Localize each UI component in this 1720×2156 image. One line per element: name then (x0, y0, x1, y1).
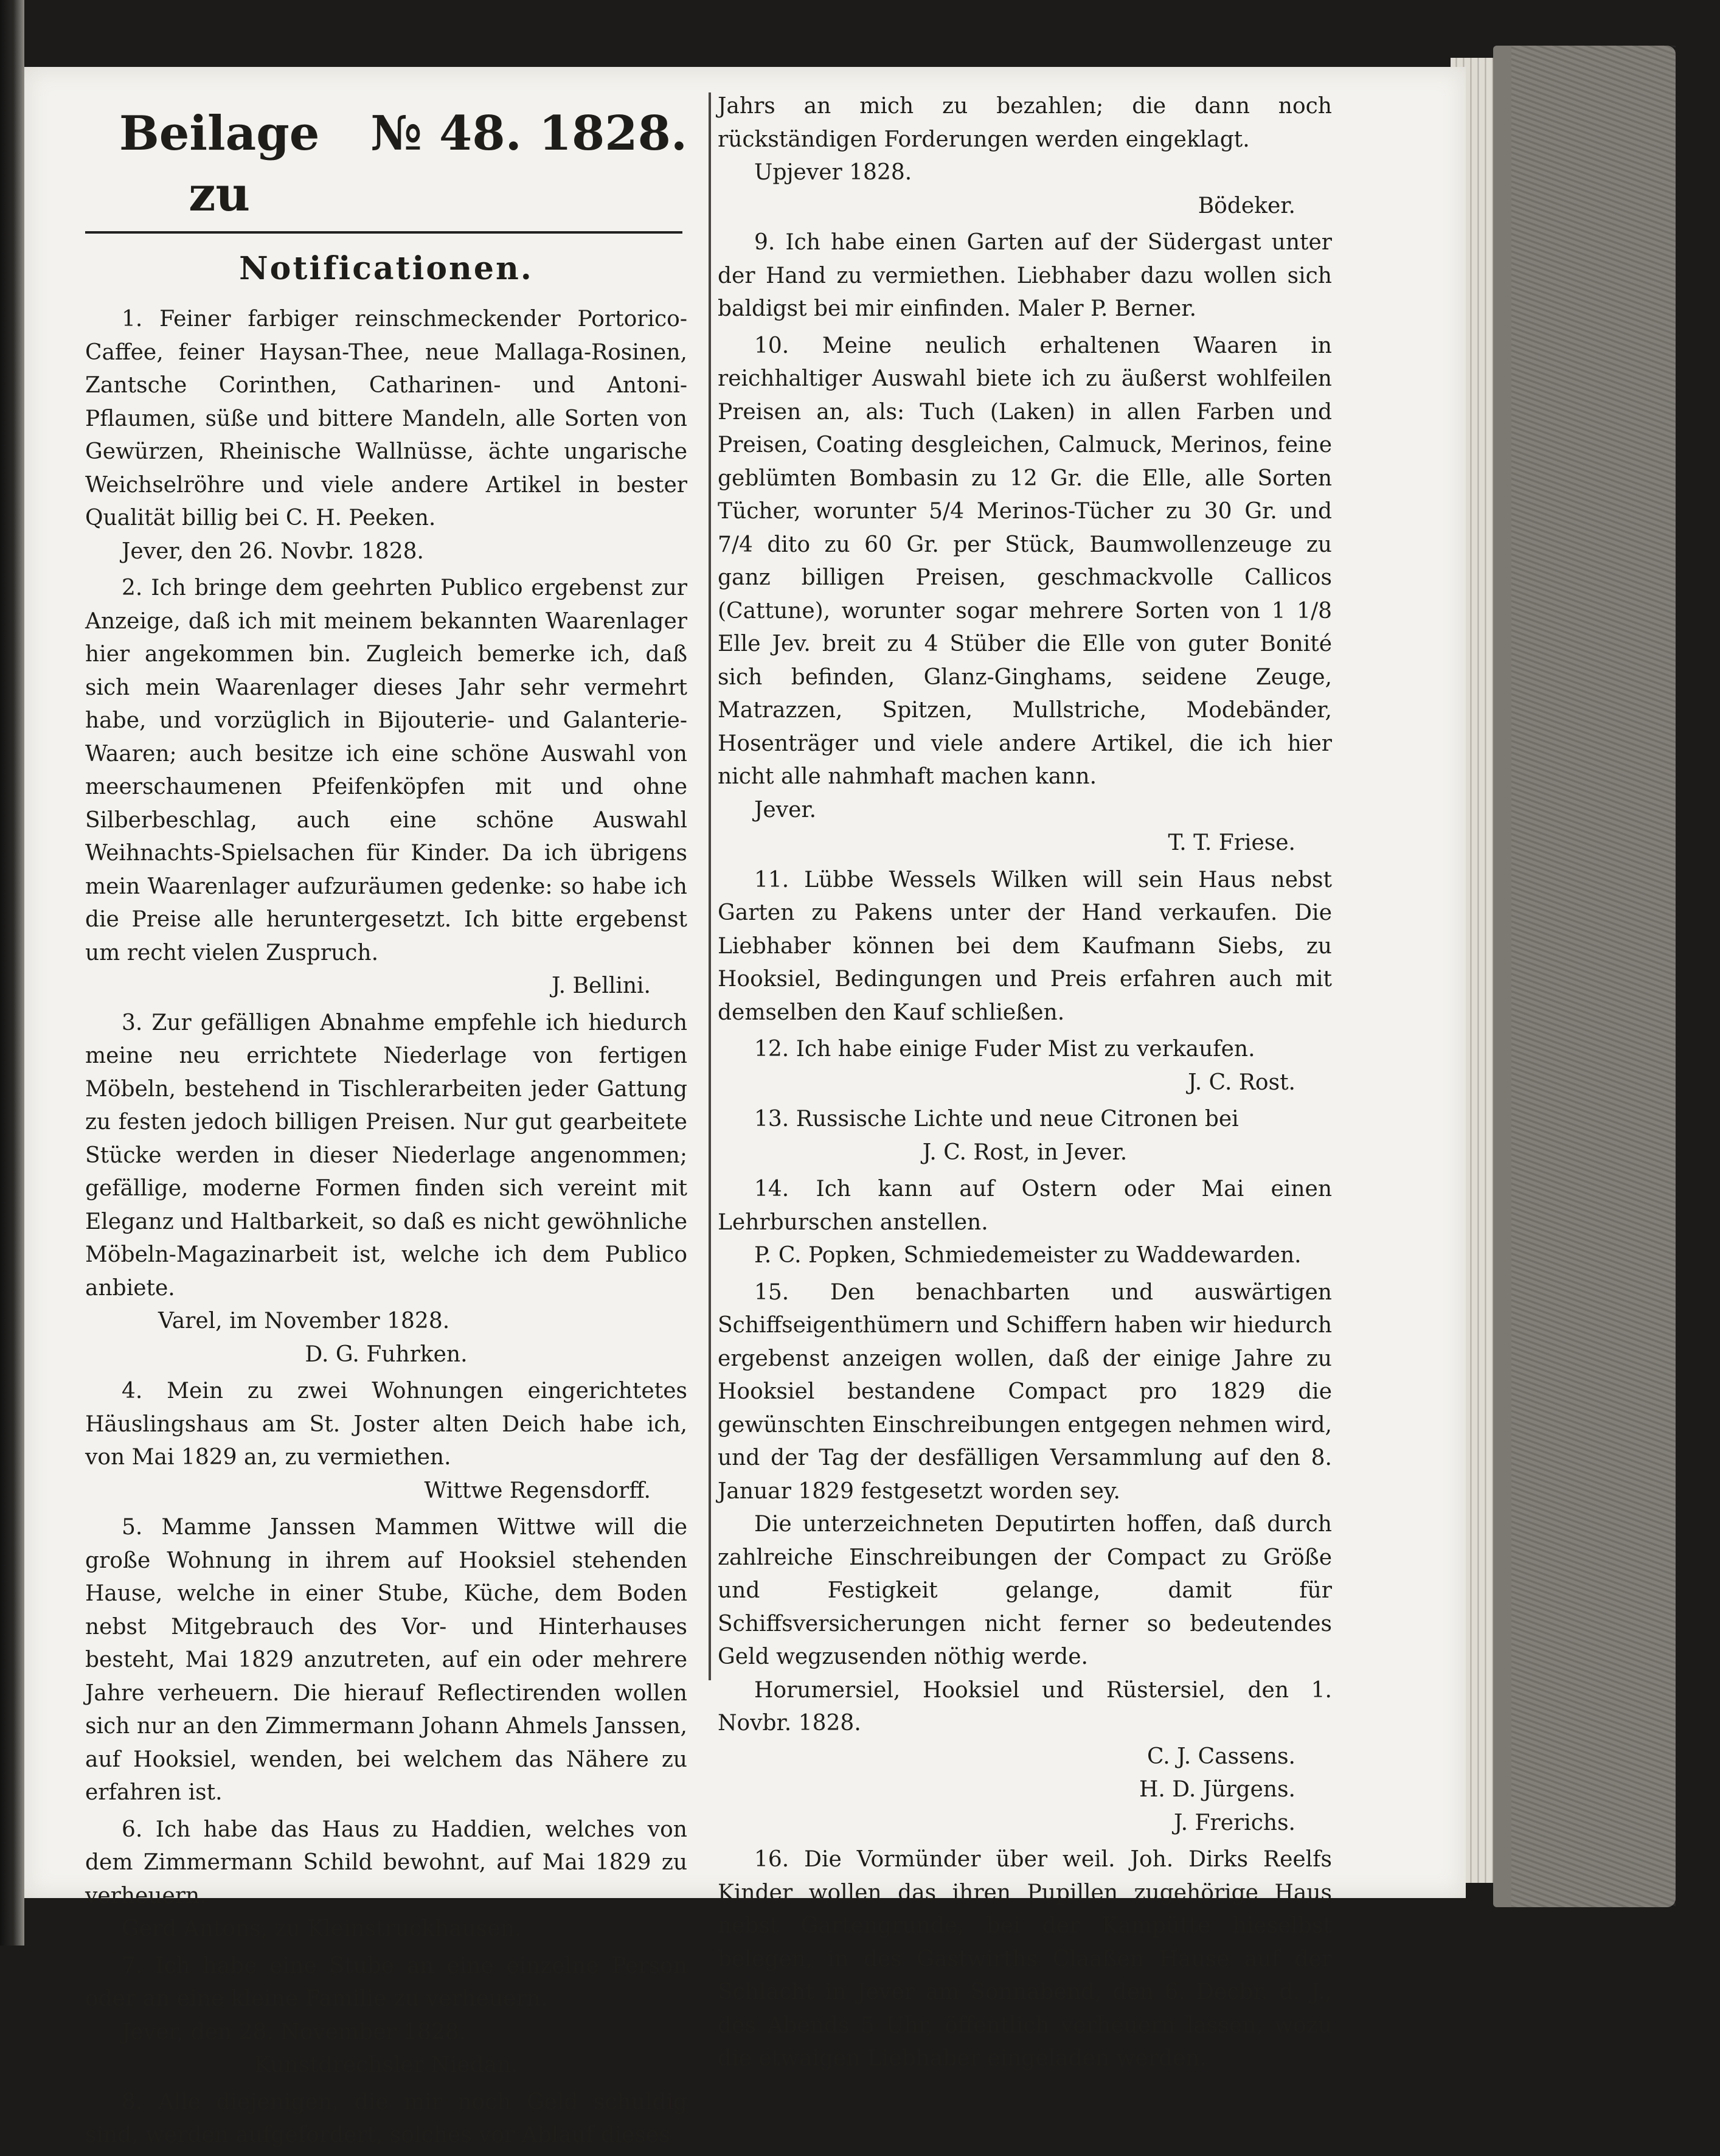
notice-6 (85, 1813, 687, 1946)
masthead-number-sign: № (370, 106, 423, 161)
notice-1 (85, 303, 687, 568)
notice-body: 5. Mamme Janssen Mammen Wittwe will die große Wohnung in ihrem auf Hooksiel stehenden Hause, welche in einer Stube, Küche, dem Boden nebst Mitgebrauch des Vor- und Hinterhauses besteht, Mai 1829 anzutreten, auf ein oder mehrere Jahre verheuern. Die hierauf Reflectirenden wollen sich nur an den Zimmermann Johann Ahmels Janssen, auf Hooksiel, wenden, bei welchem das Nähere zu erfahren ist. (85, 1515, 687, 1805)
masthead (85, 103, 687, 225)
masthead-year: 1828. (538, 106, 687, 161)
notice-5 (85, 1511, 687, 1810)
notice-15 (718, 1276, 1332, 1840)
notice-body: 12. Ich habe einige Fuder Mist zu verkaufen. (754, 1037, 1255, 1062)
notice-signature: J. Bellini. (552, 973, 651, 998)
masthead-rule (85, 231, 682, 234)
notice-signature: Gerd Antons, zu Kleinstruckhausen. (122, 1916, 522, 1941)
notice-body: 15. Den benachbarten und auswärtigen Schiffseigenthümern und Schiffern haben wir hiedurch ergebenst anzeigen wollen, daß der einige Jahre zu Hooksiel bestandene Compact pro 1829 die gewünschten Einschreibungen entgegen nehmen wird, und der Tag der desfälligen Versammlung auf den 8. Januar 1829 festgesetzt worden sey. (718, 1279, 1332, 1504)
notice-signature: J. C. Rost, in Jever. (922, 1139, 1128, 1165)
notice-2 (85, 572, 687, 1003)
notice-9 (718, 226, 1332, 326)
notice-signature: J. C. Rost. (1188, 1069, 1295, 1095)
notice-signature: J. Frerichs. (1173, 1810, 1295, 1835)
notice-16 (718, 1843, 1332, 2076)
notice-signature: P. C. Popken, Schmiedemeister zu Waddewarden. (754, 1243, 1302, 1268)
book-binding (0, 0, 24, 1946)
notice-body: 8. Alle diejenigen, die mir noch Geld schuldig sind, werden aufgefordert, solches vor Ablauf dieses (85, 2089, 687, 2147)
notice-11 (718, 864, 1332, 1030)
notice-body: 13. Russische Lichte und neue Citronen bei (754, 1107, 1239, 1132)
notice-date: Jever, den 26. Novbr. 1828. (122, 538, 424, 564)
notice-3 (85, 1007, 687, 1372)
book-cover-edge (1493, 46, 1676, 1907)
notice-signature: D. G. Fuhrken. (305, 1341, 468, 1367)
notice-10 (718, 330, 1332, 860)
notice-4 (85, 1375, 687, 1507)
notice-body: 3. Zur gefälligen Abnahme empfehle ich hiedurch meine neu errichtete Niederlage von fertigen Möbeln, bestehend in Tischlerarbeiten jeder Gattung zu festen jedoch billigen Preisen. Nur gut gearbeitete Stücke werden in dieser Niederlage angenommen; gefällige, moderne Formen finden sich vereint mit Eleganz und Haltbarkeit, so daß es nicht gewöhnliche Möbeln-Magazinarbeit ist, welche ich dem Publico anbiete. (85, 1010, 687, 1301)
notice-body: 9. Ich habe einen Garten auf der Südergast unter der Hand zu vermiethen. Liebhaber dazu wollen sich baldigst bei mir einfinden. Maler P. Berner. (718, 230, 1332, 321)
notice-body: 6. Ich habe das Haus zu Haddien, welches von dem Zimmermann Schild bewohnt, auf Mai 1829 zu verheuern. (85, 1817, 687, 1908)
notice-body: 11. Lübbe Wessels Wilken will sein Haus nebst Garten zu Pakens unter der Hand verkaufen. Die Liebhaber können bei dem Kaufmann Siebs, zu Hooksiel, Bedingungen und Preis erfahren auch mit demselben den Kauf schließen. (718, 867, 1332, 1025)
section-title: Notificationen. (239, 250, 533, 287)
notice-body: 10. Meine neulich erhaltenen Waaren in reichhaltiger Auswahl biete ich zu äußerst wohlfeilen Preisen an, als: Tuch (Laken) in allen Farben und Preisen, Coating desgleichen, Calmuck, Merinos, feine geblümten Bombasin zu 12 Gr. die Elle, alle Sorten Tücher, worunter 5/4 Merinos-Tücher zu 30 Gr. und 7/4 dito zu 60 Gr. per Stück, Baumwollenzeuge zu ganz billigen Preisen, geschmackvolle Callicos (Cattune), worunter sogar mehrere Sorten von 1 1/8 Elle Jev. breit zu 4 Stüber die Elle von guter Bonité sich befinden, Glanz-Ginghams, seidene Zeuge, Matrazzen, Spitzen, Mullstriche, Modebänder, Hosenträger und viele andere Artikel, die ich hier nicht alle nahmhaft machen kann. (718, 333, 1332, 789)
notice-8 (85, 2086, 687, 2152)
notice-body-continued: Die unterzeichneten Deputirten hoffen, daß durch zahlreiche Einschreibungen der Compact zu Größe und Festigkeit gelange, damit für Schiffsversicherungen nicht ferner so bedeutendes Geld wegzusenden nöthig werde. (718, 1512, 1332, 1669)
notice-signature: C. J. Cassens. (1146, 1744, 1295, 1769)
notice-body: Jahrs an mich zu bezahlen; die dann noch rückständigen Forderungen werden eingeklagt. (718, 94, 1332, 152)
notice-body: 4. Mein zu zwei Wohnungen eingerichtetes Häuslingshaus am St. Joster alten Deich habe ich, von Mai 1829 an, zu vermiethen. (85, 1379, 687, 1470)
notice-13 (718, 1103, 1332, 1169)
right-column (718, 90, 1332, 2079)
notice-body: 16. Die Vormünder über weil. Joh. Dirks Reelfs Kinder wollen das ihren Pupillen zugehörige Haus nebst Gartengrunde, bei der Kampütte hieselbst belegen, in des Gastwirths Claaßen Hause auf der Schlacht in Jever am Sonnabend, den 6. Decbr. d. J., des Abends 5 Uhr, öffentlich verheuern lassen, wozu die etwaigen Liebhaber eingeladen werden. (718, 1847, 1332, 2071)
notice-date: Varel, im November 1828. (158, 1309, 450, 1334)
notice-14 (718, 1173, 1332, 1273)
notice-8-continued (718, 90, 1332, 223)
left-column (85, 103, 687, 2156)
newspaper-page (24, 67, 1466, 2147)
notice-date: Jever. (754, 797, 817, 822)
notice-signature: Kunstdrechsler Niedan. (254, 2053, 518, 2078)
notice-body: 1. Feiner farbiger reinschmeckender Portorico-Caffee, feiner Haysan-Thee, neue Mallaga-Rosinen, Zantsche Corinthen, Catharinen- und Antoni-Pflaumen, süße und bittere Mandeln, alle Sorten von Gewürzen, Rheinische Wallnüsse, ächte ungarische Weichselröhre und viele andere Artikel in bester Qualität billig bei C. H. Peeken. (85, 307, 687, 530)
notice-date: Upjever 1828. (754, 160, 912, 185)
notice-signature: Wittwe Regensdorff. (424, 1478, 651, 1503)
masthead-number: 48. (439, 106, 522, 161)
notice-signature: Bödeker. (1198, 193, 1295, 218)
column-divider (709, 92, 711, 1680)
notice-body: 7. Ich habe eine Stube an eine einzelne Person oder an eine kleine Familie zu verheuern. (85, 1953, 687, 2011)
notice-12 (718, 1033, 1332, 1099)
notice-body: 14. Ich kann auf Ostern oder Mai einen Lehrburschen anstellen. (718, 1177, 1332, 1235)
notice-7 (85, 1950, 687, 2082)
notice-signature: T. T. Friese. (1168, 830, 1295, 855)
notice-signature: H. D. Jürgens. (1139, 1777, 1295, 1802)
notice-date: Jever, den 28. November 1828. (122, 2019, 466, 2045)
masthead-title: Beilage zu (119, 106, 320, 222)
notice-body: 2. Ich bringe dem geehrten Publico ergebenst zur Anzeige, daß ich mit meinem bekannten Waarenlager hier angekommen bin. Zugleich bemerke ich, daß sich mein Waarenlager dieses Jahr sehr vermehrt habe, und vorzüglich in Bijouterie- und Galanterie-Waaren; auch besitze ich eine schöne Auswahl von meerschaumenen Pfeifenköpfen mit und ohne Silberbeschlag, auch eine schöne Auswahl Weihnachts-Spielsachen für Kinder. Da ich übrigens mein Waarenlager aufzuräumen gedenke: so habe ich die Preise alle heruntergesetzt. Ich bitte ergebenst um recht vielen Zuspruch. (85, 576, 687, 965)
notice-date: Horumersiel, Hooksiel und Rüstersiel, den 1. Novbr. 1828. (718, 1677, 1332, 1736)
